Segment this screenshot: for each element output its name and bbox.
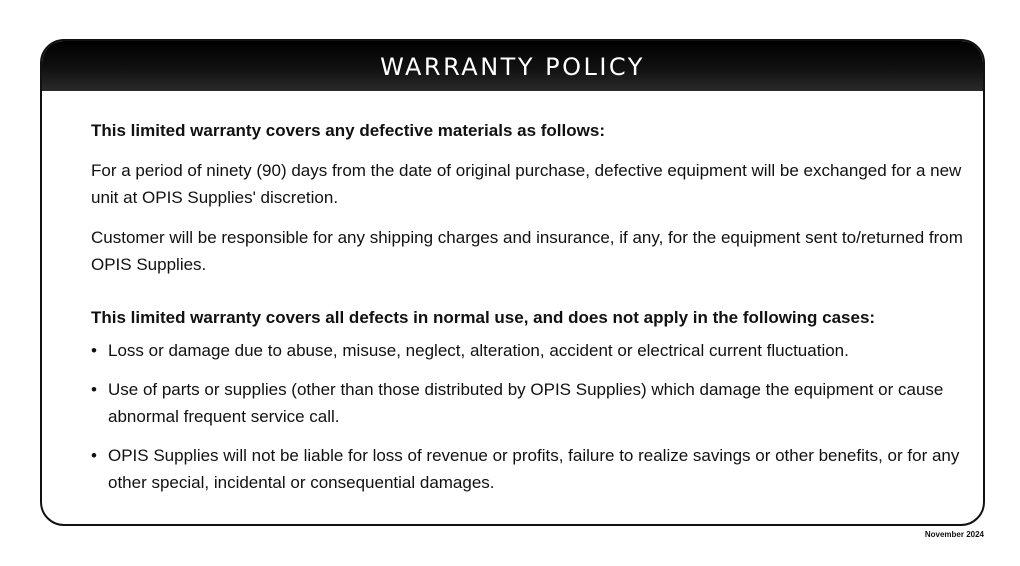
paragraph-shipping-charges: Customer will be responsible for any shipping charges and insurance, if any, for the equipment sent to/returned from OPIS Supplies. xyxy=(91,228,963,274)
list-item-text: Loss or damage due to abuse, misuse, neglect, alteration, accident or electrical current fluctuation. xyxy=(108,341,849,360)
bullet-icon: • xyxy=(91,380,97,399)
list-item-text: Use of parts or supplies (other than those distributed by OPIS Supplies) which damage the equipment or cause abnormal frequent service call. xyxy=(108,380,944,426)
exclusions-list xyxy=(91,337,983,496)
section-heading-exclusions: This limited warranty covers all defects in normal use, and does not apply in the following cases: xyxy=(91,308,876,327)
bullet-icon: • xyxy=(91,446,97,465)
list-item xyxy=(91,442,983,496)
list-item-text: OPIS Supplies will not be liable for loss of revenue or profits, failure to realize savings or other benefits, or for any other special, incidental or consequential damages. xyxy=(108,446,960,492)
warranty-card xyxy=(40,39,985,526)
footer-date: November 2024 xyxy=(924,530,984,539)
bullet-icon: • xyxy=(91,341,97,360)
page-title: WARRANTY POLICY xyxy=(380,53,645,81)
paragraph-exchange-period: For a period of ninety (90) days from the date of original purchase, defective equipment will be exchanged for a new unit at OPIS Supplies' discretion. xyxy=(91,161,962,207)
list-item xyxy=(91,337,983,364)
list-item xyxy=(91,376,983,430)
section-heading-defective-materials: This limited warranty covers any defective materials as follows: xyxy=(91,121,605,140)
card-body xyxy=(42,91,983,496)
card-header xyxy=(42,41,983,91)
